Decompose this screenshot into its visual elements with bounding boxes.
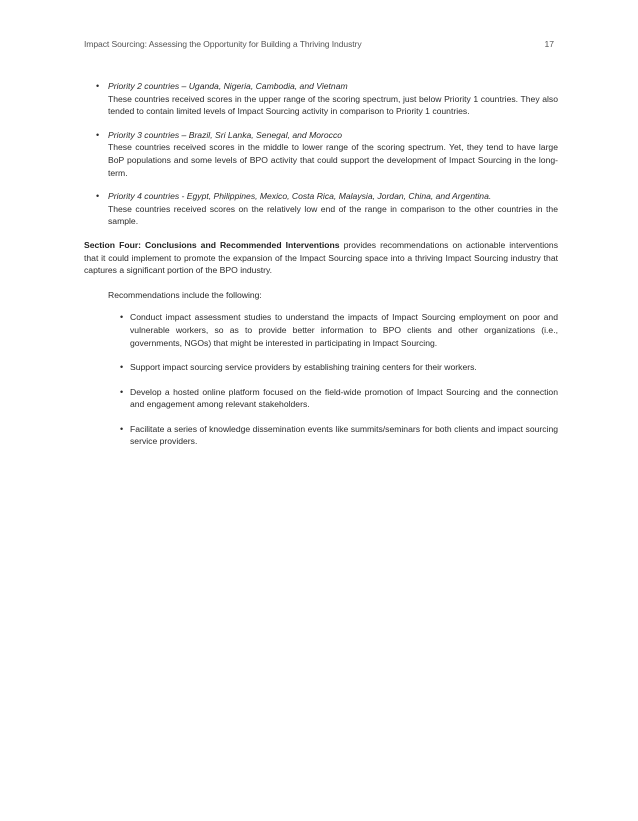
bullet-icon: • <box>120 423 124 434</box>
recommendations-intro: Recommendations include the following: <box>108 289 262 300</box>
section-four-heading: Section Four: Conclusions and Recommended Interventions <box>84 239 340 250</box>
recommendation-text: Develop a hosted online platform focused on the field-wide promotion of Impact Sourcing and the connection and engagement among relevant stakeholders. <box>130 386 558 410</box>
page-number: 17 <box>544 39 554 49</box>
recommendation-item <box>120 311 558 349</box>
priority-description: These countries received scores in the middle to lower range of the scoring spectrum. Yet, they tend to have large BoP populations and some levels of BPO activity that could support the development of Impact Sourcing in the long-term. <box>108 142 558 178</box>
section-four-text: provides recommendations on actionable interventions that it could implement to promote the expansion of the Impact Sourcing space into a thriving Impact Sourcing industry that captures a significant portion of the BPO industry. <box>84 239 558 276</box>
header-title: Impact Sourcing: Assessing the Opportunity for Building a Thriving Industry <box>84 39 362 49</box>
priority-list <box>84 80 558 228</box>
recommendation-text: Facilitate a series of knowledge dissemination events like summits/seminars for both clients and impact sourcing service providers. <box>130 423 558 447</box>
recommendation-list <box>84 311 558 448</box>
priority-title: Priority 4 countries - Egypt, Philippines, Mexico, Costa Rica, Malaysia, Jordan, China, and Argentina. <box>108 191 492 202</box>
priority-item <box>96 190 558 228</box>
bullet-icon: • <box>96 191 100 202</box>
recommendation-item <box>120 386 558 411</box>
page-body <box>84 80 558 460</box>
bullet-icon: • <box>96 81 100 91</box>
bullet-icon: • <box>120 312 124 323</box>
priority-title: Priority 3 countries – Brazil, Sri Lanka, Senegal, and Morocco <box>108 129 343 140</box>
recommendation-item <box>120 361 558 374</box>
bullet-icon: • <box>120 386 124 397</box>
bullet-icon: • <box>96 129 100 140</box>
priority-title: Priority 2 countries – Uganda, Nigeria, Cambodia, and Vietnam <box>108 81 348 91</box>
priority-item <box>96 80 558 118</box>
bullet-icon: • <box>120 362 124 373</box>
section-four-paragraph <box>84 239 558 277</box>
priority-description: These countries received scores in the upper range of the scoring spectrum, just below Priority 1 countries. They also tended to contain limited levels of Impact Sourcing activity in comparison to Priority 1 countries. <box>108 93 558 117</box>
priority-item <box>96 129 558 179</box>
recommendation-text: Conduct impact assessment studies to understand the impacts of Impact Sourcing employment on poor and vulnerable workers, so as to provide better information to BPO clients and other organizations (i.e., governments, NGOs) that might be interested in participating in Impact Sourcing. <box>130 312 558 348</box>
recommendation-item <box>120 423 558 448</box>
priority-description: These countries received scores on the relatively low end of the range in comparison to the other countries in the sample. <box>108 203 558 227</box>
recommendation-text: Support impact sourcing service providers by establishing training centers for their workers. <box>130 362 477 373</box>
page-header <box>84 39 554 53</box>
